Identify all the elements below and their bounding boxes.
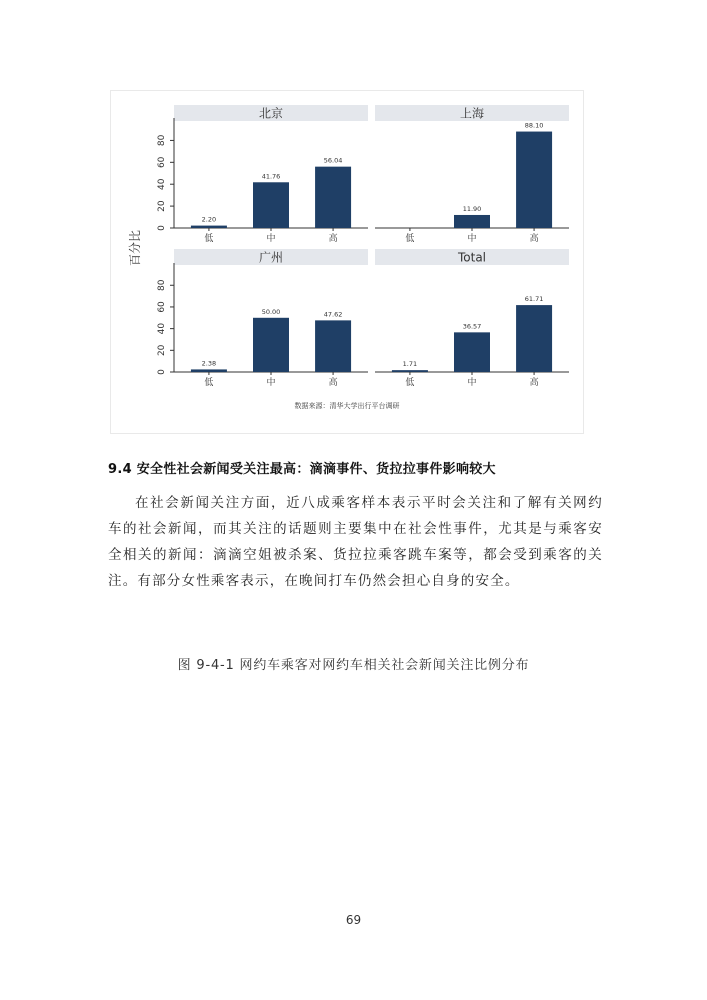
figure-caption: 图 9-4-1 网约车乘客对网约车相关社会新闻关注比例分布 [177,658,530,673]
y-tick-label: 0 [157,225,167,231]
bar [253,318,289,372]
data-label: 2.38 [201,359,217,368]
x-tick-label: 中 [266,234,276,244]
chart-frame [110,90,584,434]
x-tick-label: 中 [467,378,477,388]
bar [191,369,227,372]
section-heading: 9.4 安全性社会新闻受关注最高：滴滴事件、货拉拉事件影响较大 [108,462,496,477]
chart-svg [111,91,583,433]
x-tick-label: 低 [204,378,214,388]
bar [315,167,351,228]
bar [454,332,490,372]
y-tick-label: 40 [157,178,167,190]
panel-title: 上海 [459,106,485,121]
bar [253,182,289,228]
data-label: 11.90 [462,204,482,213]
panel-title: 广州 [258,250,284,265]
body-paragraph: 在社会新闻关注方面，近八成乘客样本表示平时会关注和了解有关网约车的社会新闻，而其关注的话题则主要集中在社会性事件，尤其是与乘客安全相关的新闻：滴滴空姐被杀案、货拉拉乘客跳车案等，都会受到乘客的关注。有部分女性乘客表示，在晚间打车仍然会担心自身的安全。 [108,495,603,589]
y-tick-label: 60 [157,156,167,169]
x-tick-label: 高 [328,378,338,388]
bar [516,305,552,372]
data-label: 56.04 [323,156,343,165]
page-number: 69 [345,913,362,927]
x-tick-label: 中 [266,378,276,388]
y-axis-label: 百分比 [128,229,142,267]
y-tick-label: 40 [157,322,167,335]
x-tick-label: 高 [529,378,539,388]
x-tick-label: 低 [405,378,415,388]
y-tick-label: 20 [157,344,167,357]
data-label: 2.20 [201,215,217,224]
bar [191,226,227,228]
data-label: 1.71 [402,360,418,369]
panel-title: Total [457,250,487,265]
data-label: 36.57 [462,322,482,331]
y-tick-label: 80 [157,134,167,147]
y-tick-label: 20 [157,200,167,212]
bar [454,215,490,228]
bar [516,132,552,228]
x-tick-label: 高 [529,234,539,244]
bar [315,320,351,372]
data-label: 47.62 [323,310,343,319]
bar [392,370,428,372]
x-tick-label: 低 [204,234,214,244]
source-note: 数据来源：清华大学出行平台调研 [294,402,400,410]
panel-title: 北京 [258,106,284,121]
y-tick-label: 80 [157,279,167,291]
x-tick-label: 低 [405,234,415,244]
x-tick-label: 高 [328,234,338,244]
y-tick-label: 60 [157,301,167,313]
x-tick-label: 中 [467,234,477,244]
data-label: 50.00 [261,307,281,316]
data-label: 61.71 [524,295,544,304]
y-tick-label: 0 [157,369,167,375]
data-label: 88.10 [524,121,544,130]
data-label: 41.76 [261,172,281,181]
